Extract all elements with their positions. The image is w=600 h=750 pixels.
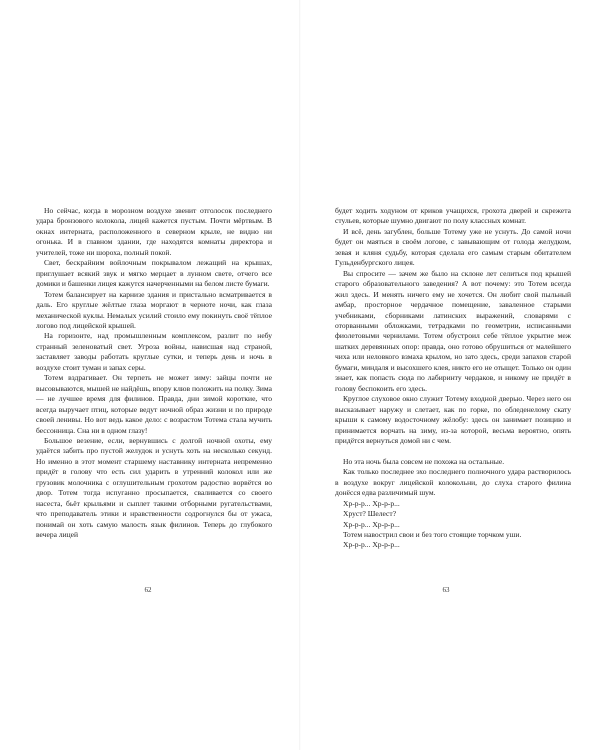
paragraph: Вы спросите — зачем же было на склоне лет селиться под крышей старого образовательного заведения? А вот почему: это Тотем всегда жил здесь. И менять ничего ему не хочется. Он любит свой пыльный амбар, просторное чердачное помещение, заваленное старыми учебниками, сборниками латинских выражений, словарями с оторванными обложками, тетрадками по геометрии, исписанными фиолетовыми чернилами. Тотем обустроил себе тёплое укрытие меж шатких деревянных опор: правда, оно готово обрушиться от малейшего чиха или неловкого взмаха крылом, но зато здесь, среди запахов старой бумаги, миндаля и высохшего клея, никто его не отыщет. Только он один знает, как попасть сюда по лабиринту чердаков, и никому не придёт в голову беспокоить его здесь. (335, 268, 571, 393)
paragraph: Большое везение, если, вернувшись с долгой ночной охоты, ему удаётся забить про пустой желудок и уснуть хоть на несколько секунд. Но именно в этот момент старшему наставнику интерната непременно придёт в голову что есть сил ударить в утренний колокол или же грузовик молочника с оглушительным грохотом радостно ворвётся во двор. Тотем тогда испуганно просыпается, сваливается со своего насеста, бьёт крыльями и сыплет такими отборными ругательствами, что преподаватель этики и нравственности содрогнулся бы от ужаса, понимай он хоть самую малость язык филинов. Теперь до глубокого вечера лицей (36, 435, 272, 540)
paragraph: Свет, бескрайним войлочным покрывалом лежащий на крышах, приглушает всякий звук и мягко мерцает в лунном свете, отчего все домики и башенки лицея кажутся начерченными на белом листе бумаги. (36, 258, 272, 289)
paragraph: Но эта ночь была совсем не похожа на остальные. (343, 456, 505, 466)
page-number: 62 (144, 586, 152, 594)
paragraph: Хр-р-р... Хр-р-р... (343, 540, 400, 550)
paragraph: Как только последнее эхо последнего полночного удара растворилось в воздухе вокруг лицейской колокольни, до слуха старого филина донёсся едва различимый шум. (335, 467, 571, 498)
paragraph: Тотем навострил свои и без того стоящие торчком уши. (343, 530, 522, 540)
paragraph: И всё, день загублен, больше Тотему уже не уснуть. До самой ночи будет он маяться в своём логове, с завывающим от голода желудком, зевая и кляня судьбу, которая сделала его самым старым обитателем Гульденбургского лицея. (335, 226, 571, 268)
paragraph: Хруст? Шелест? (343, 509, 397, 519)
paragraph: Круглое слуховое окно служит Тотему входной дверью. Через него он высказывает наружу и слетает, как по горке, по обледенелому скату крыши к самому водосточному жёлобу: здесь он занимает позицию и принимается ворчать на зиму, из-за которой, весьма вероятно, опять придётся вернуться домой ни с чем. (335, 394, 571, 445)
paragraph: Тотем балансирует на карнизе здания и пристально всматривается в даль. Его круглые жёлтые глаза моргают в черноте ночи, как глаза механической куклы. Немалых усилий стоило ему покинуть своё тёплое логово под лицейской крышей. (36, 289, 272, 330)
right-text-column (335, 206, 571, 551)
paragraph: Тотем вздрагивает. Он терпеть не может зиму: зайцы почти не высовываются, мышей не найдёшь, впору клюв положить на полку. Зима — не лучшее время для филинов. Правда, дни зимой короткие, что всегда выручает птиц, которые ведут ночной образ жизни и по природе своей ленивы. Но вот ведь какое дело: с возрастом Тотема стала мучить бессонница. Сна ни в одном глазу! (36, 373, 272, 435)
paragraph: будет ходить ходуном от криков учащихся, грохота дверей и скрежета стульев, которые шумно двигают по полу классных комнат. (335, 206, 571, 226)
paragraph: Хр-р-р... Хр-р-р... (343, 519, 400, 529)
right-page (300, 0, 600, 750)
page-number: 63 (442, 586, 450, 594)
section-break (335, 446, 571, 456)
left-text-column (36, 206, 272, 541)
paragraph: Хр-р-р... Хр-р-р... (343, 498, 400, 508)
paragraph: Но сейчас, когда в морозном воздухе звенит отголосок последнего удара бронзового колокола, лицей кажется пустым. Почти мёртвым. В окнах интерната, расположенного в северном крыле, не видно ни огонька. И в главном здании, где находятся комнаты директора и учителей, тоже ни шороха, полный покой. (36, 206, 272, 257)
paragraph: На горизонте, над промышленным комплексом, разлит по небу странный зеленоватый свет. Угроза войны, нависшая над страной, заставляет заводы работать круглые сутки, и теперь день и ночь в воздухе стоит туман и запах серы. (36, 331, 272, 372)
